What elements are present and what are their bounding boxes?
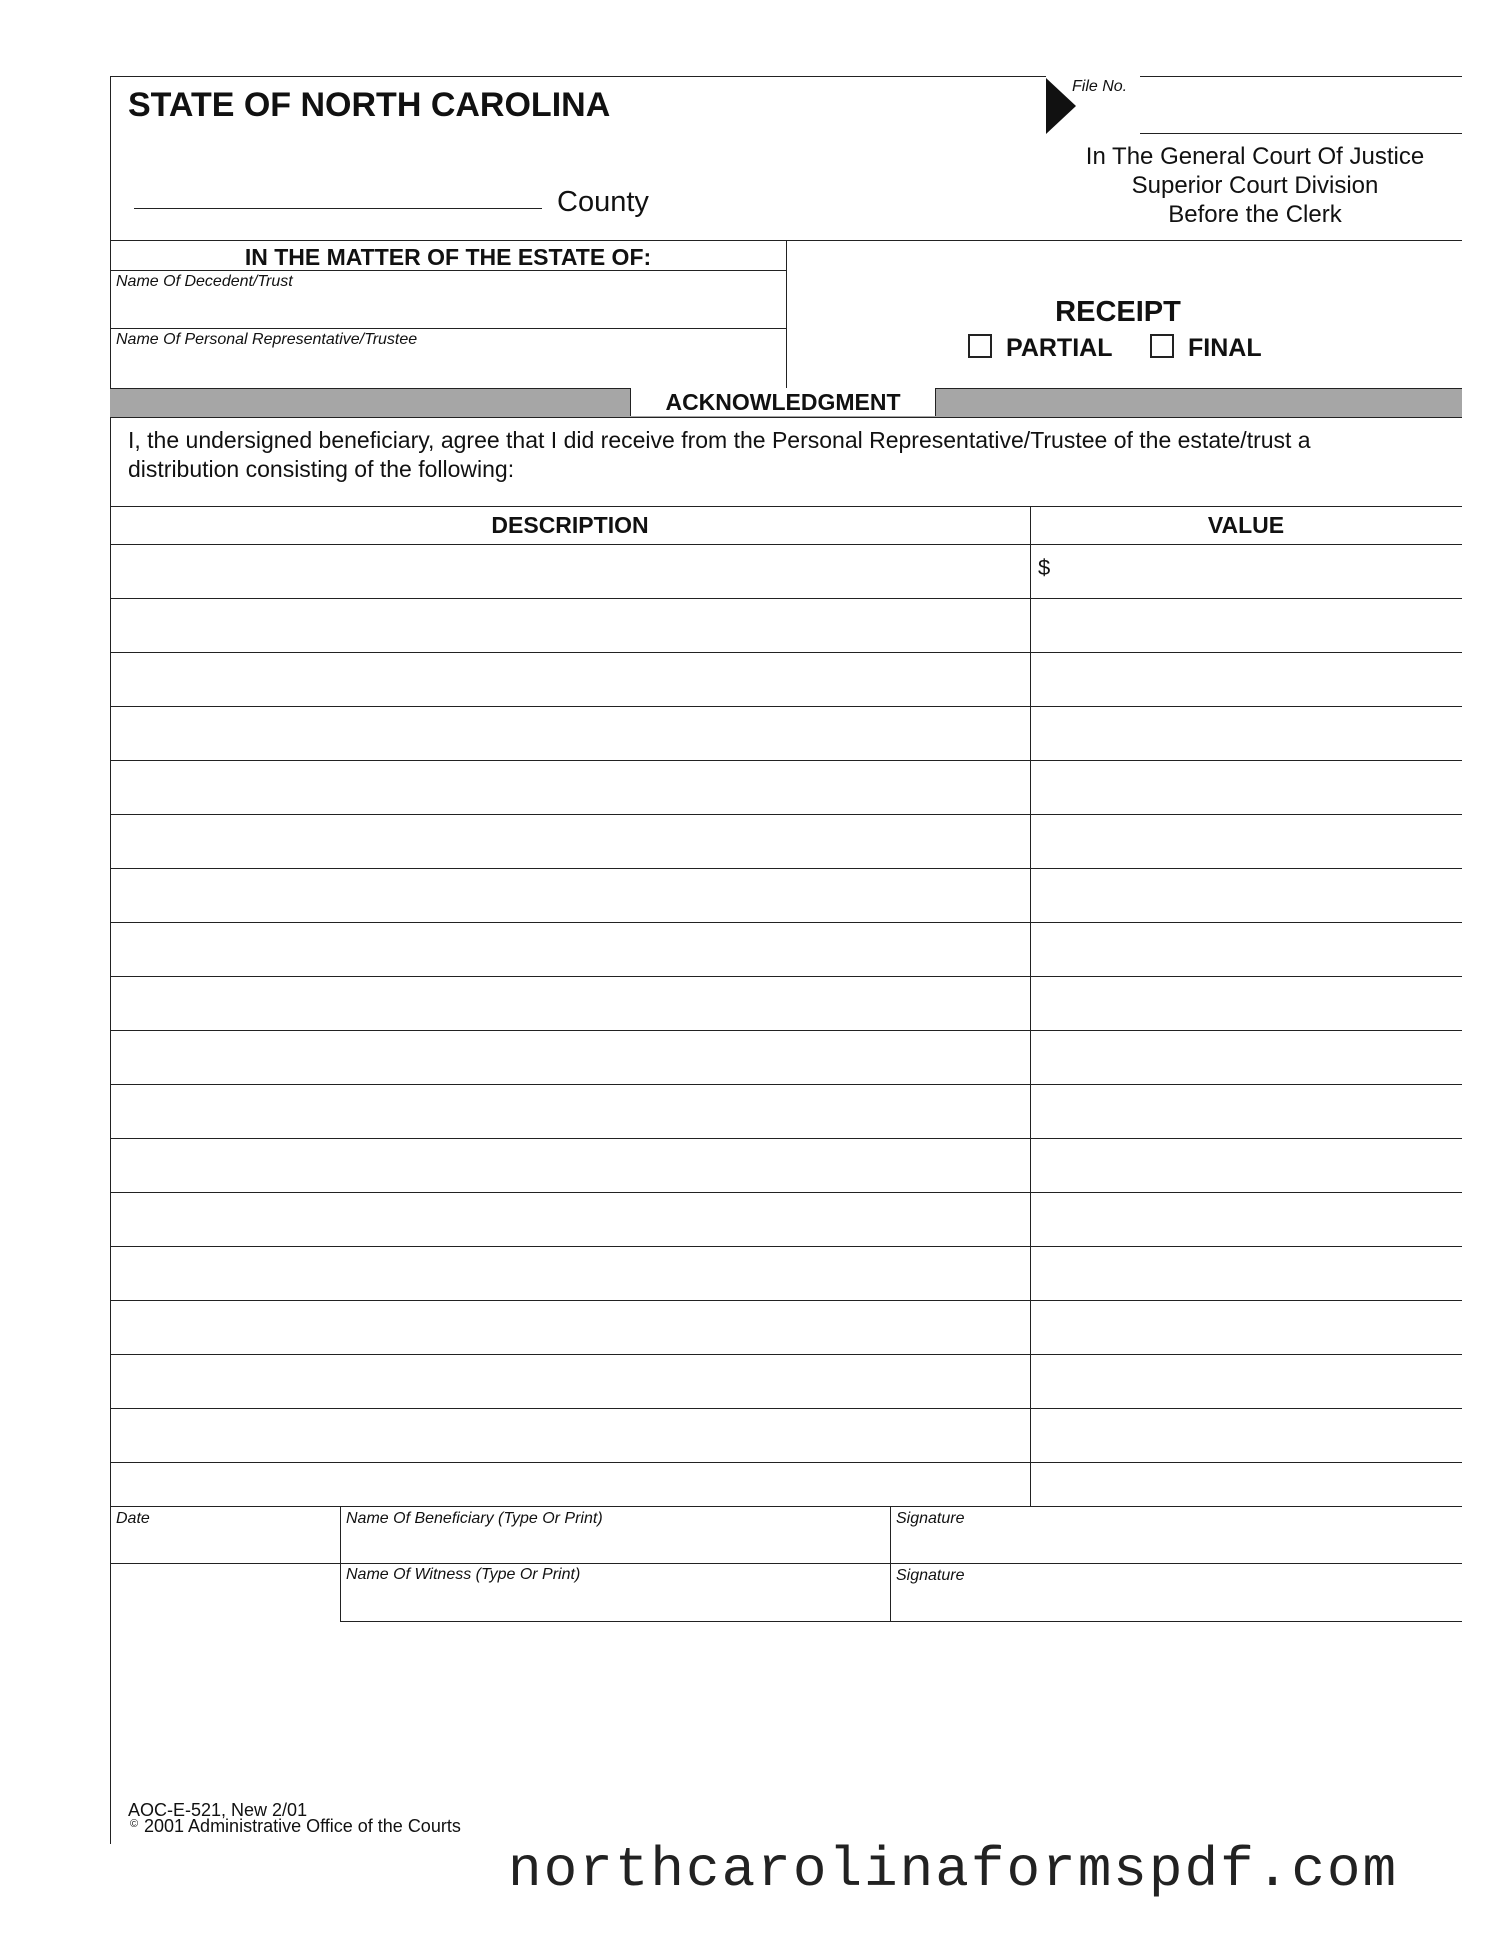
acknowledgment-text: I, the undersigned beneficiary, agree that I did receive from the Personal Representative/Trustee of the estate/trust a distribution consisting of the following: <box>128 427 1311 482</box>
description-cell[interactable] <box>110 1193 1030 1247</box>
decedent-field[interactable] <box>110 292 786 328</box>
table-row <box>110 922 1462 977</box>
table-row <box>110 1192 1462 1247</box>
value-cell[interactable] <box>1030 1085 1462 1139</box>
beneficiary-signature-label: Signature <box>896 1510 965 1527</box>
value-cell[interactable] <box>1030 1409 1462 1463</box>
table-row <box>110 1408 1462 1463</box>
value-cell[interactable] <box>1030 923 1462 977</box>
table-row <box>110 1462 1462 1517</box>
table-row <box>110 1246 1462 1301</box>
table-row <box>110 760 1462 815</box>
description-cell[interactable] <box>110 653 1030 707</box>
value-cell[interactable] <box>1030 1355 1462 1409</box>
description-cell[interactable] <box>110 1139 1030 1193</box>
description-cell[interactable] <box>110 815 1030 869</box>
value-cell[interactable] <box>1030 653 1462 707</box>
receipt-title: RECEIPT <box>1055 296 1181 328</box>
table-row <box>110 598 1462 653</box>
table-row <box>110 1354 1462 1409</box>
value-cell[interactable] <box>1030 761 1462 815</box>
table-row <box>110 1030 1462 1085</box>
partial-label: PARTIAL <box>1006 334 1113 362</box>
file-no-label: File No. <box>1072 78 1128 95</box>
table-row <box>110 1138 1462 1193</box>
matter-title: IN THE MATTER OF THE ESTATE OF: <box>244 244 652 270</box>
description-cell[interactable] <box>110 1355 1030 1409</box>
value-cell[interactable] <box>1030 599 1462 653</box>
beneficiary-field[interactable] <box>342 1528 890 1562</box>
table-row <box>110 544 1462 599</box>
final-checkbox[interactable] <box>1150 334 1174 358</box>
final-label: FINAL <box>1188 334 1262 362</box>
watermark: northcarolinaformspdf.com <box>508 1838 1399 1902</box>
acknowledgment-title: ACKNOWLEDGMENT <box>630 388 936 416</box>
table-row <box>110 706 1462 761</box>
beneficiary-signature-field[interactable] <box>892 1528 1460 1562</box>
value-cell[interactable] <box>1030 1301 1462 1355</box>
copyright-symbol: © <box>130 1818 139 1830</box>
description-cell[interactable] <box>110 1463 1030 1517</box>
description-cell[interactable] <box>110 707 1030 761</box>
value-cell[interactable] <box>1030 545 1462 599</box>
witness-field[interactable] <box>342 1585 890 1619</box>
date-label: Date <box>116 1510 150 1527</box>
description-cell[interactable] <box>110 923 1030 977</box>
representative-label: Name Of Personal Representative/Trustee <box>116 331 418 348</box>
date-field[interactable] <box>110 1528 340 1562</box>
value-cell[interactable] <box>1030 1031 1462 1085</box>
description-cell[interactable] <box>110 1301 1030 1355</box>
description-cell[interactable] <box>110 977 1030 1031</box>
copyright: 2001 Administrative Office of the Courts <box>144 1816 461 1836</box>
value-cell[interactable] <box>1030 815 1462 869</box>
description-header: DESCRIPTION <box>491 512 649 538</box>
value-cell[interactable] <box>1030 869 1462 923</box>
beneficiary-label: Name Of Beneficiary (Type Or Print) <box>346 1510 603 1527</box>
value-cell[interactable] <box>1030 1193 1462 1247</box>
table-row <box>110 814 1462 869</box>
court-line-3: Before the Clerk <box>1168 201 1342 228</box>
value-header: VALUE <box>1207 512 1285 538</box>
state-title: STATE OF NORTH CAROLINA <box>128 86 611 124</box>
description-cell[interactable] <box>110 1409 1030 1463</box>
description-cell[interactable] <box>110 545 1030 599</box>
witness-label: Name Of Witness (Type Or Print) <box>346 1566 581 1583</box>
table-row <box>110 868 1462 923</box>
decedent-label: Name Of Decedent/Trust <box>116 273 293 290</box>
file-no-field[interactable] <box>1140 133 1462 134</box>
description-cell[interactable] <box>110 1247 1030 1301</box>
table-row <box>110 976 1462 1031</box>
table-row <box>110 1084 1462 1139</box>
value-cell[interactable] <box>1030 1139 1462 1193</box>
description-cell[interactable] <box>110 761 1030 815</box>
representative-field[interactable] <box>110 350 786 386</box>
value-cell[interactable] <box>1030 707 1462 761</box>
value-text: $ <box>1038 555 1051 580</box>
value-cell[interactable] <box>1030 1463 1462 1517</box>
description-cell[interactable] <box>110 869 1030 923</box>
form-id: AOC-E-521, New 2/01 <box>128 1800 308 1820</box>
court-line-1: In The General Court Of Justice <box>1085 143 1425 170</box>
court-block <box>1050 142 1460 229</box>
description-cell[interactable] <box>110 599 1030 653</box>
court-line-2: Superior Court Division <box>1131 172 1379 199</box>
value-cell[interactable] <box>1030 977 1462 1031</box>
county-line[interactable] <box>134 208 542 209</box>
witness-signature-field[interactable] <box>892 1585 1460 1619</box>
table-row <box>110 652 1462 707</box>
county-label: County <box>557 186 649 218</box>
description-cell[interactable] <box>110 1031 1030 1085</box>
witness-signature-label: Signature <box>896 1567 965 1584</box>
table-row <box>110 1300 1462 1355</box>
value-cell[interactable] <box>1030 1247 1462 1301</box>
partial-checkbox[interactable] <box>968 334 992 358</box>
description-cell[interactable] <box>110 1085 1030 1139</box>
